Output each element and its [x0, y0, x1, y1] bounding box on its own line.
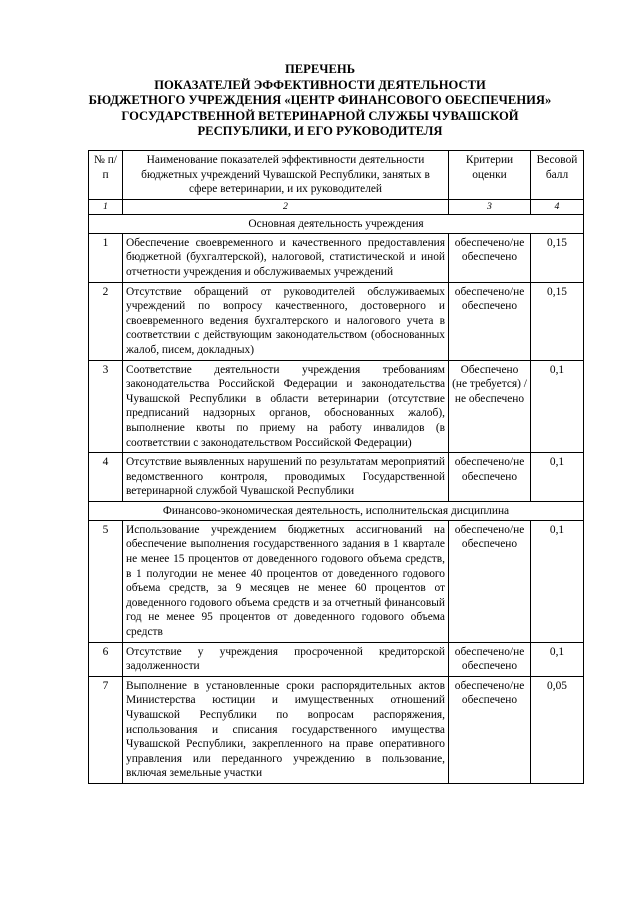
row-criteria: обеспечено/не обеспечено	[449, 520, 531, 642]
row-num: 7	[89, 676, 123, 783]
row-criteria: Обеспечено (не требуется) /не обеспечено	[449, 360, 531, 453]
row-weight: 0,05	[531, 676, 584, 783]
section-row	[89, 214, 584, 233]
column-numbers-row	[89, 199, 584, 214]
row-name: Обеспечение своевременного и качественного предоставления бюджетной (бухгалтерской), налоговой, статистической и иной отчетности учреждения и обслуживаемых учреждений	[123, 233, 449, 282]
row-weight: 0,1	[531, 453, 584, 502]
table-row	[89, 360, 584, 453]
row-criteria: обеспечено/не обеспечено	[449, 642, 531, 676]
table-row	[89, 453, 584, 502]
table-row	[89, 642, 584, 676]
title-line-4: ГОСУДАРСТВЕННОЙ ВЕТЕРИНАРНОЙ СЛУЖБЫ ЧУВАШСКОЙ	[121, 108, 519, 123]
row-weight: 0,1	[531, 520, 584, 642]
row-name: Отсутствие обращений от руководителей обслуживаемых учреждений по вопросу качественного, достоверного и своевременного ведения бухгалтерского и налогового учета в соответствии с действующим законодательством (обоснованных жалоб, писем, докладных)	[123, 282, 449, 360]
row-num: 5	[89, 520, 123, 642]
column-number: 4	[531, 199, 584, 214]
row-weight: 0,15	[531, 233, 584, 282]
row-name: Отсутствие у учреждения просроченной кредиторской задолженности	[123, 642, 449, 676]
header-criteria: Критерии оценки	[449, 151, 531, 200]
table-row	[89, 520, 584, 642]
title-line-2: ПОКАЗАТЕЛЕЙ ЭФФЕКТИВНОСТИ ДЕЯТЕЛЬНОСТИ	[154, 77, 486, 92]
table-header-row	[89, 151, 584, 200]
row-num: 1	[89, 233, 123, 282]
title-line-1: ПЕРЕЧЕНЬ	[284, 62, 356, 76]
row-criteria: обеспечено/не обеспечено	[449, 676, 531, 783]
title-line-3: БЮДЖЕТНОГО УЧРЕЖДЕНИЯ «ЦЕНТР ФИНАНСОВОГО ОБЕСПЕЧЕНИЯ»	[88, 93, 552, 108]
row-weight: 0,1	[531, 642, 584, 676]
table-row	[89, 676, 584, 783]
section-title: Основная деятельность учреждения	[89, 214, 584, 233]
row-num: 3	[89, 360, 123, 453]
row-weight: 0,1	[531, 360, 584, 453]
document-title	[60, 62, 580, 140]
table-row	[89, 282, 584, 360]
row-criteria: обеспечено/не обеспечено	[449, 453, 531, 502]
header-num: № п/п	[89, 151, 123, 200]
section-title: Финансово-экономическая деятельность, исполнительская дисциплина	[89, 501, 584, 520]
column-number: 3	[449, 199, 531, 214]
section-row	[89, 501, 584, 520]
row-name: Выполнение в установленные сроки распорядительных актов Министерства юстиции и имущественных отношений Чувашской Республики по вопросам распоряжения, использования и списания государственного имущества Чувашской Республики, закрепленного на праве оперативного управления или переданного учреждению в пользование, включая земельные участки	[123, 676, 449, 783]
row-name: Использование учреждением бюджетных ассигнований на обеспечение выполнения государственного задания в 1 квартале не менее 15 процентов от доведенного годового объема средств, в 1 полугодии не менее 40 процентов от доведенного годового объема средств, за 9 месяцев не менее 60 процентов от доведенного годового объема средств и за отчетный финансовый год не менее 95 процентов от доведенного годового объема средств	[123, 520, 449, 642]
row-name: Отсутствие выявленных нарушений по результатам мероприятий ведомственного контроля, проводимых Государственной ветеринарной службой Чувашской Республики	[123, 453, 449, 502]
column-number: 2	[123, 199, 449, 214]
row-weight: 0,15	[531, 282, 584, 360]
row-criteria: обеспечено/не обеспечено	[449, 282, 531, 360]
row-criteria: обеспечено/не обеспечено	[449, 233, 531, 282]
row-num: 6	[89, 642, 123, 676]
table-row	[89, 233, 584, 282]
header-name: Наименование показателей эффективности деятельности бюджетных учреждений Чувашской Республики, занятых в сфере ветеринарии, и их руководителей	[123, 151, 449, 200]
header-weight: Весовой балл	[531, 151, 584, 200]
indicators-table	[88, 150, 584, 784]
row-num: 4	[89, 453, 123, 502]
title-line-5: РЕСПУБЛИКИ, И ЕГО РУКОВОДИТЕЛЯ	[197, 124, 443, 139]
row-num: 2	[89, 282, 123, 360]
row-name: Соответствие деятельности учреждения требованиям законодательства Российской Федерации и законодательства Чувашской Республики в области ветеринарии (отсутствие предписаний надзорных органов, обоснованных жалоб), выполнение квоты по приему на работу инвалидов (в соответствии с законодательством Российской Федерации)	[123, 360, 449, 453]
column-number: 1	[89, 199, 123, 214]
